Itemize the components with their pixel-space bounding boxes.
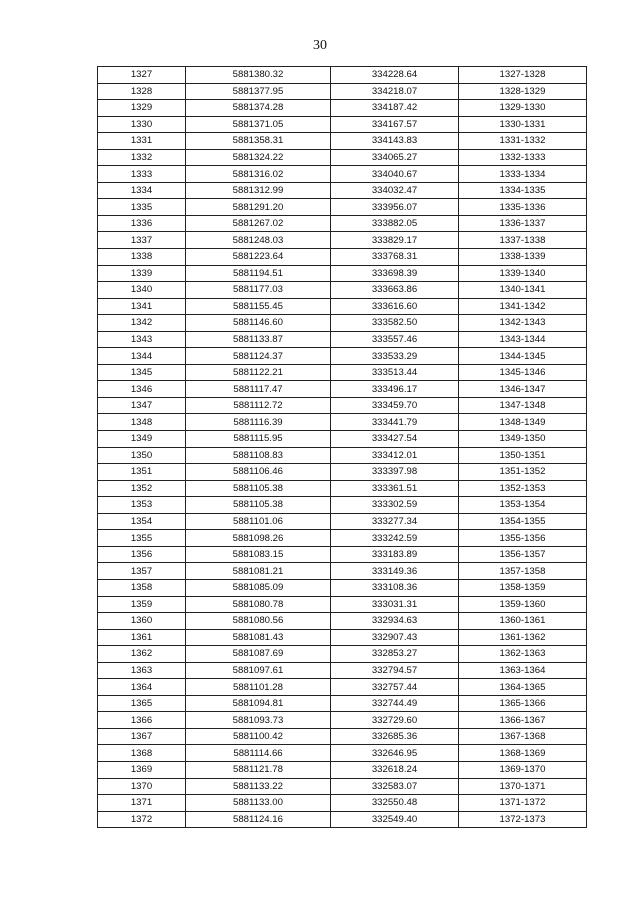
x-coordinate-cell: 5881291.20 — [186, 199, 331, 216]
x-coordinate-cell: 5881114.66 — [186, 745, 331, 762]
x-coordinate-cell: 5881133.87 — [186, 331, 331, 348]
table-row — [98, 662, 587, 679]
table-row — [98, 166, 587, 183]
segment-cell: 1346-1347 — [459, 381, 587, 398]
x-coordinate-cell: 5881374.28 — [186, 100, 331, 117]
point-number-cell: 1359 — [98, 596, 186, 613]
x-coordinate-cell: 5881081.43 — [186, 629, 331, 646]
point-number-cell: 1370 — [98, 778, 186, 795]
y-coordinate-cell: 333956.07 — [331, 199, 459, 216]
y-coordinate-cell: 333242.59 — [331, 530, 459, 547]
x-coordinate-cell: 5881112.72 — [186, 397, 331, 414]
y-coordinate-cell: 334040.67 — [331, 166, 459, 183]
table-row — [98, 695, 587, 712]
table-row — [98, 133, 587, 150]
y-coordinate-cell: 333361.51 — [331, 480, 459, 497]
x-coordinate-cell: 5881146.60 — [186, 315, 331, 332]
segment-cell: 1332-1333 — [459, 149, 587, 166]
y-coordinate-cell: 333397.98 — [331, 464, 459, 481]
x-coordinate-cell: 5881098.26 — [186, 530, 331, 547]
x-coordinate-cell: 5881358.31 — [186, 133, 331, 150]
table-row — [98, 629, 587, 646]
table-row — [98, 298, 587, 315]
segment-cell: 1334-1335 — [459, 182, 587, 199]
x-coordinate-cell: 5881117.47 — [186, 381, 331, 398]
point-number-cell: 1339 — [98, 265, 186, 282]
y-coordinate-cell: 334032.47 — [331, 182, 459, 199]
segment-cell: 1335-1336 — [459, 199, 587, 216]
point-number-cell: 1364 — [98, 679, 186, 696]
y-coordinate-cell: 333427.54 — [331, 431, 459, 448]
segment-cell: 1349-1350 — [459, 431, 587, 448]
x-coordinate-cell: 5881324.22 — [186, 149, 331, 166]
x-coordinate-cell: 5881133.00 — [186, 795, 331, 812]
x-coordinate-cell: 5881116.39 — [186, 414, 331, 431]
y-coordinate-cell: 334143.83 — [331, 133, 459, 150]
segment-cell: 1328-1329 — [459, 83, 587, 100]
table-row — [98, 215, 587, 232]
point-number-cell: 1348 — [98, 414, 186, 431]
segment-cell: 1354-1355 — [459, 513, 587, 530]
x-coordinate-cell: 5881093.73 — [186, 712, 331, 729]
x-coordinate-cell: 5881101.06 — [186, 513, 331, 530]
point-number-cell: 1331 — [98, 133, 186, 150]
table-row — [98, 83, 587, 100]
x-coordinate-cell: 5881108.83 — [186, 447, 331, 464]
y-coordinate-cell: 333183.89 — [331, 546, 459, 563]
table-row — [98, 546, 587, 563]
table-row — [98, 282, 587, 299]
segment-cell: 1345-1346 — [459, 364, 587, 381]
segment-cell: 1361-1362 — [459, 629, 587, 646]
segment-cell: 1327-1328 — [459, 67, 587, 84]
segment-cell: 1369-1370 — [459, 761, 587, 778]
x-coordinate-cell: 5881083.15 — [186, 546, 331, 563]
segment-cell: 1344-1345 — [459, 348, 587, 365]
point-number-cell: 1338 — [98, 249, 186, 266]
segment-cell: 1355-1356 — [459, 530, 587, 547]
table-row — [98, 778, 587, 795]
segment-cell: 1329-1330 — [459, 100, 587, 117]
page-number: 30 — [313, 38, 327, 53]
table-row — [98, 464, 587, 481]
y-coordinate-cell: 333412.01 — [331, 447, 459, 464]
x-coordinate-cell: 5881106.46 — [186, 464, 331, 481]
table-row — [98, 728, 587, 745]
x-coordinate-cell: 5881105.38 — [186, 497, 331, 514]
table-row — [98, 613, 587, 630]
table-row — [98, 497, 587, 514]
point-number-cell: 1362 — [98, 646, 186, 663]
y-coordinate-cell: 333441.79 — [331, 414, 459, 431]
y-coordinate-cell: 332757.44 — [331, 679, 459, 696]
segment-cell: 1359-1360 — [459, 596, 587, 613]
table-row — [98, 182, 587, 199]
point-number-cell: 1344 — [98, 348, 186, 365]
segment-cell: 1362-1363 — [459, 646, 587, 663]
segment-cell: 1342-1343 — [459, 315, 587, 332]
segment-cell: 1368-1369 — [459, 745, 587, 762]
table-row — [98, 596, 587, 613]
x-coordinate-cell: 5881094.81 — [186, 695, 331, 712]
point-number-cell: 1327 — [98, 67, 186, 84]
y-coordinate-cell: 333496.17 — [331, 381, 459, 398]
segment-cell: 1337-1338 — [459, 232, 587, 249]
y-coordinate-cell: 333698.39 — [331, 265, 459, 282]
y-coordinate-cell: 332934.63 — [331, 613, 459, 630]
segment-cell: 1360-1361 — [459, 613, 587, 630]
point-number-cell: 1341 — [98, 298, 186, 315]
y-coordinate-cell: 333533.29 — [331, 348, 459, 365]
point-number-cell: 1361 — [98, 629, 186, 646]
y-coordinate-cell: 332618.24 — [331, 761, 459, 778]
table-row — [98, 315, 587, 332]
point-number-cell: 1350 — [98, 447, 186, 464]
x-coordinate-cell: 5881177.03 — [186, 282, 331, 299]
coordinates-table — [97, 66, 587, 828]
y-coordinate-cell: 334187.42 — [331, 100, 459, 117]
point-number-cell: 1355 — [98, 530, 186, 547]
segment-cell: 1370-1371 — [459, 778, 587, 795]
table-row — [98, 348, 587, 365]
segment-cell: 1358-1359 — [459, 579, 587, 596]
x-coordinate-cell: 5881105.38 — [186, 480, 331, 497]
table-row — [98, 795, 587, 812]
table-row — [98, 149, 587, 166]
y-coordinate-cell: 334167.57 — [331, 116, 459, 133]
segment-cell: 1330-1331 — [459, 116, 587, 133]
segment-cell: 1357-1358 — [459, 563, 587, 580]
table-row — [98, 116, 587, 133]
table-row — [98, 67, 587, 84]
segment-cell: 1367-1368 — [459, 728, 587, 745]
table-row — [98, 232, 587, 249]
table-row — [98, 745, 587, 762]
point-number-cell: 1356 — [98, 546, 186, 563]
segment-cell: 1343-1344 — [459, 331, 587, 348]
segment-cell: 1372-1373 — [459, 811, 587, 828]
x-coordinate-cell: 5881121.78 — [186, 761, 331, 778]
segment-cell: 1336-1337 — [459, 215, 587, 232]
segment-cell: 1350-1351 — [459, 447, 587, 464]
segment-cell: 1338-1339 — [459, 249, 587, 266]
x-coordinate-cell: 5881267.02 — [186, 215, 331, 232]
y-coordinate-cell: 333108.36 — [331, 579, 459, 596]
point-number-cell: 1369 — [98, 761, 186, 778]
x-coordinate-cell: 5881115.95 — [186, 431, 331, 448]
y-coordinate-cell: 332646.95 — [331, 745, 459, 762]
y-coordinate-cell: 333459.70 — [331, 397, 459, 414]
table-row — [98, 513, 587, 530]
x-coordinate-cell: 5881248.03 — [186, 232, 331, 249]
point-number-cell: 1353 — [98, 497, 186, 514]
point-number-cell: 1340 — [98, 282, 186, 299]
point-number-cell: 1352 — [98, 480, 186, 497]
table-row — [98, 646, 587, 663]
table-row — [98, 679, 587, 696]
table-row — [98, 579, 587, 596]
point-number-cell: 1343 — [98, 331, 186, 348]
x-coordinate-cell: 5881133.22 — [186, 778, 331, 795]
x-coordinate-cell: 5881080.56 — [186, 613, 331, 630]
point-number-cell: 1333 — [98, 166, 186, 183]
y-coordinate-cell: 332853.27 — [331, 646, 459, 663]
table-row — [98, 381, 587, 398]
table-row — [98, 364, 587, 381]
table-row — [98, 265, 587, 282]
y-coordinate-cell: 334218.07 — [331, 83, 459, 100]
point-number-cell: 1330 — [98, 116, 186, 133]
x-coordinate-cell: 5881124.37 — [186, 348, 331, 365]
table-row — [98, 447, 587, 464]
y-coordinate-cell: 332549.40 — [331, 811, 459, 828]
point-number-cell: 1346 — [98, 381, 186, 398]
point-number-cell: 1354 — [98, 513, 186, 530]
x-coordinate-cell: 5881377.95 — [186, 83, 331, 100]
y-coordinate-cell: 332744.49 — [331, 695, 459, 712]
point-number-cell: 1367 — [98, 728, 186, 745]
point-number-cell: 1335 — [98, 199, 186, 216]
x-coordinate-cell: 5881087.69 — [186, 646, 331, 663]
x-coordinate-cell: 5881080.78 — [186, 596, 331, 613]
x-coordinate-cell: 5881124.16 — [186, 811, 331, 828]
point-number-cell: 1363 — [98, 662, 186, 679]
point-number-cell: 1372 — [98, 811, 186, 828]
x-coordinate-cell: 5881194.51 — [186, 265, 331, 282]
point-number-cell: 1336 — [98, 215, 186, 232]
y-coordinate-cell: 332907.43 — [331, 629, 459, 646]
table-row — [98, 811, 587, 828]
x-coordinate-cell: 5881223.64 — [186, 249, 331, 266]
point-number-cell: 1358 — [98, 579, 186, 596]
table-row — [98, 530, 587, 547]
y-coordinate-cell: 332794.57 — [331, 662, 459, 679]
x-coordinate-cell: 5881097.61 — [186, 662, 331, 679]
y-coordinate-cell: 333768.31 — [331, 249, 459, 266]
point-number-cell: 1328 — [98, 83, 186, 100]
segment-cell: 1340-1341 — [459, 282, 587, 299]
coordinates-table-body — [98, 67, 587, 828]
y-coordinate-cell: 333302.59 — [331, 497, 459, 514]
point-number-cell: 1337 — [98, 232, 186, 249]
segment-cell: 1366-1367 — [459, 712, 587, 729]
y-coordinate-cell: 332729.60 — [331, 712, 459, 729]
y-coordinate-cell: 332550.48 — [331, 795, 459, 812]
point-number-cell: 1332 — [98, 149, 186, 166]
table-row — [98, 480, 587, 497]
y-coordinate-cell: 332685.36 — [331, 728, 459, 745]
segment-cell: 1365-1366 — [459, 695, 587, 712]
segment-cell: 1371-1372 — [459, 795, 587, 812]
y-coordinate-cell: 333149.36 — [331, 563, 459, 580]
table-row — [98, 414, 587, 431]
segment-cell: 1333-1334 — [459, 166, 587, 183]
segment-cell: 1356-1357 — [459, 546, 587, 563]
x-coordinate-cell: 5881316.02 — [186, 166, 331, 183]
table-row — [98, 100, 587, 117]
x-coordinate-cell: 5881312.99 — [186, 182, 331, 199]
x-coordinate-cell: 5881155.45 — [186, 298, 331, 315]
x-coordinate-cell: 5881081.21 — [186, 563, 331, 580]
table-row — [98, 199, 587, 216]
table-row — [98, 431, 587, 448]
point-number-cell: 1349 — [98, 431, 186, 448]
point-number-cell: 1342 — [98, 315, 186, 332]
x-coordinate-cell: 5881371.05 — [186, 116, 331, 133]
segment-cell: 1352-1353 — [459, 480, 587, 497]
segment-cell: 1363-1364 — [459, 662, 587, 679]
y-coordinate-cell: 333513.44 — [331, 364, 459, 381]
point-number-cell: 1366 — [98, 712, 186, 729]
segment-cell: 1341-1342 — [459, 298, 587, 315]
segment-cell: 1339-1340 — [459, 265, 587, 282]
y-coordinate-cell: 333616.60 — [331, 298, 459, 315]
y-coordinate-cell: 334228.64 — [331, 67, 459, 84]
table-row — [98, 331, 587, 348]
point-number-cell: 1360 — [98, 613, 186, 630]
y-coordinate-cell: 332583.07 — [331, 778, 459, 795]
point-number-cell: 1334 — [98, 182, 186, 199]
point-number-cell: 1368 — [98, 745, 186, 762]
x-coordinate-cell: 5881122.21 — [186, 364, 331, 381]
y-coordinate-cell: 333829.17 — [331, 232, 459, 249]
point-number-cell: 1371 — [98, 795, 186, 812]
point-number-cell: 1365 — [98, 695, 186, 712]
y-coordinate-cell: 333582.50 — [331, 315, 459, 332]
segment-cell: 1331-1332 — [459, 133, 587, 150]
x-coordinate-cell: 5881101.28 — [186, 679, 331, 696]
segment-cell: 1351-1352 — [459, 464, 587, 481]
x-coordinate-cell: 5881100.42 — [186, 728, 331, 745]
x-coordinate-cell: 5881085.09 — [186, 579, 331, 596]
y-coordinate-cell: 333663.86 — [331, 282, 459, 299]
segment-cell: 1353-1354 — [459, 497, 587, 514]
table-row — [98, 761, 587, 778]
y-coordinate-cell: 334065.27 — [331, 149, 459, 166]
y-coordinate-cell: 333557.46 — [331, 331, 459, 348]
point-number-cell: 1329 — [98, 100, 186, 117]
table-row — [98, 397, 587, 414]
segment-cell: 1347-1348 — [459, 397, 587, 414]
y-coordinate-cell: 333277.34 — [331, 513, 459, 530]
x-coordinate-cell: 5881380.32 — [186, 67, 331, 84]
y-coordinate-cell: 333882.05 — [331, 215, 459, 232]
table-row — [98, 249, 587, 266]
point-number-cell: 1345 — [98, 364, 186, 381]
table-row — [98, 712, 587, 729]
segment-cell: 1364-1365 — [459, 679, 587, 696]
y-coordinate-cell: 333031.31 — [331, 596, 459, 613]
segment-cell: 1348-1349 — [459, 414, 587, 431]
point-number-cell: 1351 — [98, 464, 186, 481]
point-number-cell: 1347 — [98, 397, 186, 414]
point-number-cell: 1357 — [98, 563, 186, 580]
table-row — [98, 563, 587, 580]
